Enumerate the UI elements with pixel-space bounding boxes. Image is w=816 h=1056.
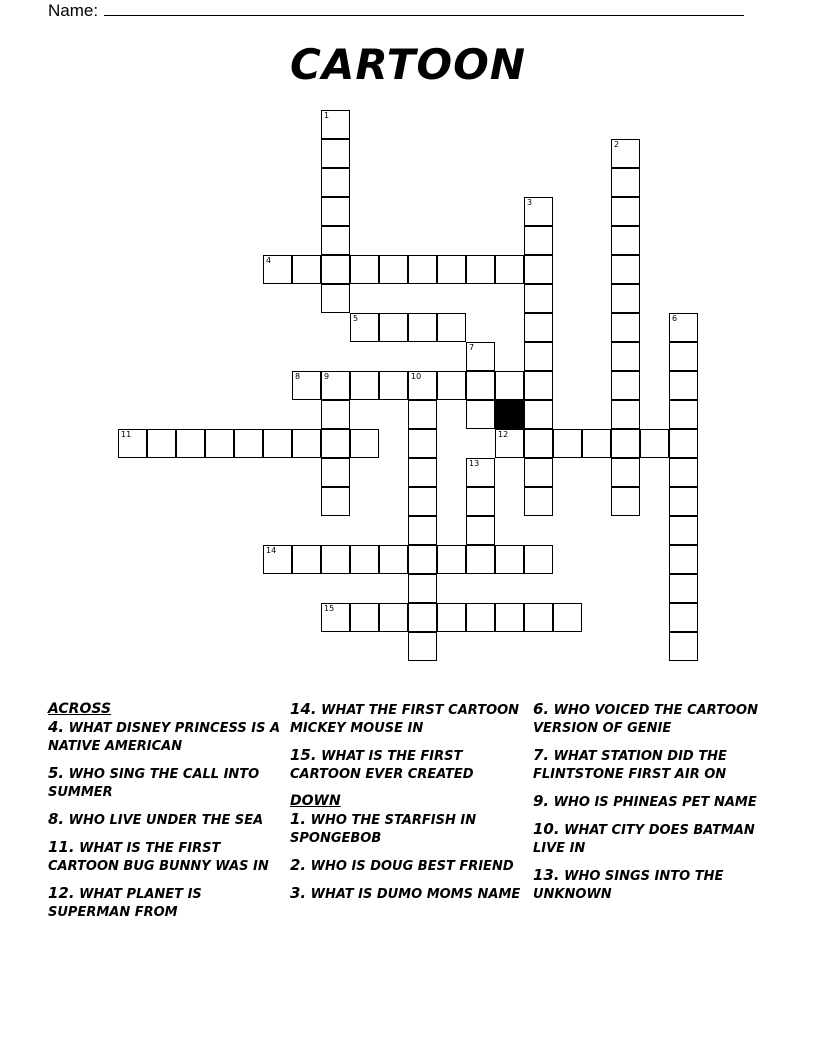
crossword-cell[interactable]	[350, 313, 379, 342]
crossword-cell[interactable]	[669, 429, 698, 458]
clue-down-13: 13. WHO SINGS INTO THE UNKNOWN	[533, 866, 724, 902]
crossword-cell[interactable]	[205, 429, 234, 458]
crossword-cell[interactable]	[350, 545, 379, 574]
clue-number: 10	[411, 372, 422, 381]
clue-number: 13	[469, 459, 480, 468]
crossword-cell[interactable]	[553, 603, 582, 632]
crossword-cell[interactable]	[524, 487, 553, 516]
clue-number: 12	[498, 430, 509, 439]
crossword-cell[interactable]	[611, 400, 640, 429]
clue-down-6: 6. WHO VOICED THE CARTOON VERSION OF GENIE	[533, 700, 758, 736]
crossword-cell[interactable]	[495, 371, 524, 400]
crossword-cell[interactable]	[495, 429, 524, 458]
crossword-cell[interactable]	[669, 400, 698, 429]
crossword-cell[interactable]	[640, 429, 669, 458]
crossword-cell[interactable]	[321, 284, 350, 313]
crossword-cell[interactable]	[524, 545, 553, 574]
crossword-cell[interactable]	[495, 255, 524, 284]
clue-number: 9	[324, 372, 330, 381]
crossword-cell[interactable]	[524, 429, 553, 458]
crossword-cell[interactable]	[669, 603, 698, 632]
crossword-cell[interactable]	[524, 400, 553, 429]
crossword-cell[interactable]	[321, 545, 350, 574]
clue-across-14: 14. WHAT THE FIRST CARTOON MICKEY MOUSE IN	[290, 700, 520, 736]
clue-across-15: 15. WHAT IS THE FIRST CARTOON EVER CREATED	[290, 746, 474, 782]
crossword-cell[interactable]	[524, 226, 553, 255]
crossword-cell[interactable]	[524, 197, 553, 226]
clue-down-7: 7. WHAT STATION DID THE FLINTSTONE FIRST AIR ON	[533, 746, 727, 782]
crossword-cell[interactable]	[669, 545, 698, 574]
crossword-cell[interactable]	[321, 110, 350, 139]
crossword-cell[interactable]	[408, 313, 437, 342]
crossword-cell[interactable]	[524, 342, 553, 371]
clue-number: 7	[469, 343, 475, 352]
crossword-cell[interactable]	[437, 545, 466, 574]
crossword-cell[interactable]	[408, 545, 437, 574]
crossword-cell[interactable]	[263, 429, 292, 458]
crossword-cell[interactable]	[466, 255, 495, 284]
crossword-cell[interactable]	[669, 574, 698, 603]
clue-across-11: 11. WHAT IS THE FIRST CARTOON BUG BUNNY WAS IN	[48, 838, 269, 874]
crossword-cell[interactable]	[321, 139, 350, 168]
crossword-cell[interactable]	[379, 545, 408, 574]
clue-number: 11	[121, 430, 132, 439]
page-title: CARTOON	[290, 40, 526, 89]
crossword-cell[interactable]	[292, 429, 321, 458]
crossword-cell[interactable]	[495, 603, 524, 632]
clue-down-10: 10. WHAT CITY DOES BATMAN LIVE IN	[533, 820, 755, 856]
clue-down-3: 3. WHAT IS DUMO MOMS NAME	[290, 884, 521, 902]
crossword-cell[interactable]	[466, 400, 495, 429]
crossword-cell[interactable]	[437, 603, 466, 632]
clue-number: 6	[672, 314, 678, 323]
crossword-cell[interactable]	[437, 371, 466, 400]
crossword-cell[interactable]	[611, 313, 640, 342]
crossword-cell[interactable]	[321, 371, 350, 400]
crossword-cell[interactable]	[524, 458, 553, 487]
crossword-cell[interactable]	[524, 284, 553, 313]
clue-number: 8	[295, 372, 301, 381]
crossword-cell[interactable]	[292, 545, 321, 574]
clue-down-1: 1. WHO THE STARFISH IN SPONGEBOB	[290, 810, 477, 846]
crossword-cell[interactable]	[466, 516, 495, 545]
crossword-cell[interactable]	[379, 603, 408, 632]
crossword-cell[interactable]	[408, 487, 437, 516]
crossword-cell[interactable]	[379, 313, 408, 342]
crossword-cell[interactable]	[147, 429, 176, 458]
clue-number: 3	[527, 198, 533, 207]
crossword-cell[interactable]	[379, 371, 408, 400]
clues-column-1	[48, 700, 288, 930]
crossword-cell[interactable]	[669, 632, 698, 661]
crossword-cell[interactable]	[321, 400, 350, 429]
crossword-cell[interactable]	[524, 371, 553, 400]
clue-across-5: 5. WHO SING THE CALL INTO SUMMER	[48, 764, 260, 800]
crossword-cell[interactable]	[466, 458, 495, 487]
crossword-cell[interactable]	[437, 255, 466, 284]
crossword-cell[interactable]	[611, 284, 640, 313]
crossword-cell[interactable]	[553, 429, 582, 458]
crossword-cell[interactable]	[524, 603, 553, 632]
crossword-cell[interactable]	[408, 400, 437, 429]
crossword-cell[interactable]	[408, 632, 437, 661]
clue-number: 2	[614, 140, 620, 149]
crossword-cell[interactable]	[669, 487, 698, 516]
clues-column-3	[533, 700, 773, 912]
crossword-cell[interactable]	[611, 487, 640, 516]
crossword-cell[interactable]	[611, 458, 640, 487]
clue-down-9: 9. WHO IS PHINEAS PET NAME	[533, 792, 757, 810]
crossword-cell[interactable]	[379, 255, 408, 284]
crossword-cell[interactable]	[669, 342, 698, 371]
crossword-cell[interactable]	[582, 429, 611, 458]
crossword-cell[interactable]	[611, 226, 640, 255]
crossword-cell[interactable]	[611, 342, 640, 371]
clue-number: 4	[266, 256, 272, 265]
crossword-cell[interactable]	[292, 371, 321, 400]
clue-number: 14	[266, 546, 277, 555]
crossword-cell[interactable]	[118, 429, 147, 458]
crossword-cell[interactable]	[669, 313, 698, 342]
crossword-cell[interactable]	[524, 313, 553, 342]
crossword-cell[interactable]	[611, 255, 640, 284]
clue-number: 5	[353, 314, 359, 323]
crossword-cell[interactable]	[234, 429, 263, 458]
crossword-cell[interactable]	[321, 487, 350, 516]
crossword-cell[interactable]	[408, 574, 437, 603]
crossword-cell[interactable]	[466, 371, 495, 400]
crossword-cell[interactable]	[321, 458, 350, 487]
crossword-cell[interactable]	[292, 255, 321, 284]
crossword-cell[interactable]	[408, 371, 437, 400]
crossword-cell[interactable]	[408, 516, 437, 545]
crossword-cell[interactable]	[350, 255, 379, 284]
crossword-cell[interactable]	[466, 487, 495, 516]
crossword-cell[interactable]	[611, 197, 640, 226]
crossword-cell[interactable]	[466, 342, 495, 371]
crossword-cell[interactable]	[466, 603, 495, 632]
clues-column-2	[290, 700, 530, 912]
crossword-cell[interactable]	[437, 313, 466, 342]
clue-across-4: 4. WHAT DISNEY PRINCESS IS A NATIVE AMERICAN	[48, 718, 281, 754]
crossword-cell[interactable]	[321, 255, 350, 284]
crossword-cell[interactable]	[321, 226, 350, 255]
clue-across-8: 8. WHO LIVE UNDER THE SEA	[48, 810, 264, 828]
crossword-cell[interactable]	[350, 603, 379, 632]
crossword-cell[interactable]	[408, 429, 437, 458]
crossword-cell[interactable]	[524, 255, 553, 284]
clue-across-12: 12. WHAT PLANET IS SUPERMAN FROM	[48, 884, 202, 920]
down-heading: DOWN	[290, 793, 341, 809]
black-square	[495, 400, 524, 429]
clue-number: 1	[324, 111, 330, 120]
crossword-cell[interactable]	[466, 545, 495, 574]
crossword-cell[interactable]	[611, 139, 640, 168]
crossword-cell[interactable]	[669, 458, 698, 487]
crossword-cell[interactable]	[176, 429, 205, 458]
crossword-cell[interactable]	[263, 255, 292, 284]
clue-down-2: 2. WHO IS DOUG BEST FRIEND	[290, 856, 514, 874]
crossword-cell[interactable]	[350, 371, 379, 400]
name-label: Name:	[48, 1, 99, 20]
crossword-cell[interactable]	[408, 458, 437, 487]
crossword-cell[interactable]	[350, 429, 379, 458]
crossword-cell[interactable]	[611, 371, 640, 400]
crossword-cell[interactable]	[611, 429, 640, 458]
crossword-cell[interactable]	[321, 197, 350, 226]
crossword-cell[interactable]	[263, 545, 292, 574]
crossword-cell[interactable]	[669, 371, 698, 400]
crossword-cell[interactable]	[611, 168, 640, 197]
crossword-cell[interactable]	[408, 255, 437, 284]
clue-number: 15	[324, 604, 335, 613]
crossword-cell[interactable]	[321, 429, 350, 458]
crossword-cell[interactable]	[321, 603, 350, 632]
crossword-cell[interactable]	[495, 545, 524, 574]
crossword-cell[interactable]	[408, 603, 437, 632]
crossword-cell[interactable]	[321, 168, 350, 197]
across-heading: ACROSS	[48, 701, 112, 717]
crossword-cell[interactable]	[669, 516, 698, 545]
